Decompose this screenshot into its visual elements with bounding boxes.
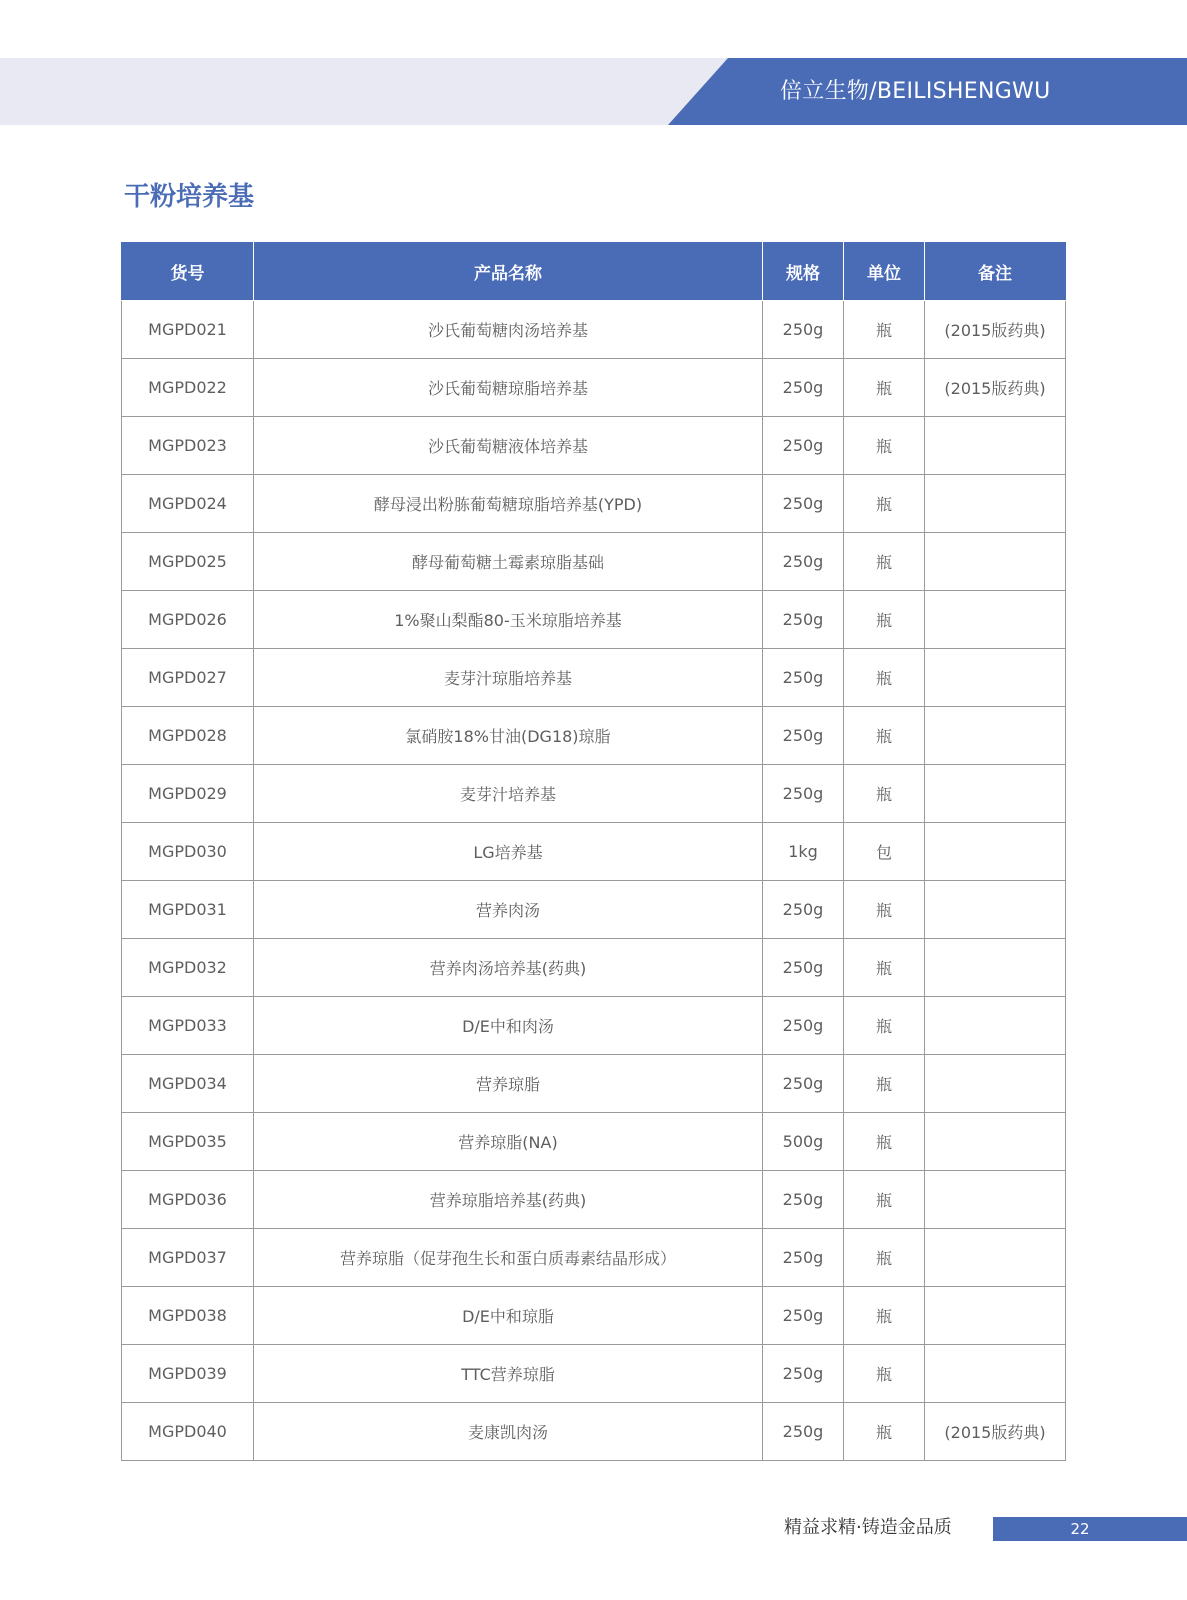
cell-spec: 250g [763, 1345, 844, 1403]
cell-spec: 250g [763, 1055, 844, 1113]
cell-spec: 250g [763, 359, 844, 417]
cell-unit: 瓶 [844, 939, 925, 997]
cell-remark [925, 939, 1066, 997]
cell-unit: 瓶 [844, 1055, 925, 1113]
table-row [122, 939, 1066, 997]
cell-unit: 瓶 [844, 649, 925, 707]
cell-product-name: 沙氏葡萄糖琼脂培养基 [254, 359, 763, 417]
cell-item-no: MGPD028 [122, 707, 254, 765]
cell-remark [925, 1287, 1066, 1345]
table-header-row [122, 243, 1066, 301]
cell-unit: 瓶 [844, 765, 925, 823]
cell-spec: 250g [763, 533, 844, 591]
cell-remark [925, 533, 1066, 591]
table-row [122, 1287, 1066, 1345]
cell-spec: 250g [763, 591, 844, 649]
cell-unit: 瓶 [844, 359, 925, 417]
cell-remark [925, 417, 1066, 475]
cell-product-name: 酵母葡萄糖土霉素琼脂基础 [254, 533, 763, 591]
table-row [122, 1403, 1066, 1461]
cell-remark [925, 1345, 1066, 1403]
cell-unit: 瓶 [844, 1345, 925, 1403]
table-row [122, 301, 1066, 359]
cell-item-no: MGPD034 [122, 1055, 254, 1113]
cell-product-name: 沙氏葡萄糖液体培养基 [254, 417, 763, 475]
cell-spec: 250g [763, 475, 844, 533]
table-row [122, 649, 1066, 707]
brand-name: 倍立生物/BEILISHENGWU [780, 79, 1051, 104]
cell-unit: 瓶 [844, 707, 925, 765]
table-row [122, 533, 1066, 591]
cell-item-no: MGPD036 [122, 1171, 254, 1229]
cell-spec: 250g [763, 939, 844, 997]
cell-spec: 250g [763, 881, 844, 939]
table-row [122, 1055, 1066, 1113]
cell-item-no: MGPD035 [122, 1113, 254, 1171]
column-header-spec: 规格 [763, 243, 844, 301]
cell-item-no: MGPD024 [122, 475, 254, 533]
cell-spec: 1kg [763, 823, 844, 881]
cell-product-name: 营养琼脂培养基(药典) [254, 1171, 763, 1229]
cell-spec: 250g [763, 1403, 844, 1461]
cell-product-name: 氯硝胺18%甘油(DG18)琼脂 [254, 707, 763, 765]
cell-product-name: 营养肉汤 [254, 881, 763, 939]
cell-product-name: 沙氏葡萄糖肉汤培养基 [254, 301, 763, 359]
cell-unit: 瓶 [844, 533, 925, 591]
cell-spec: 250g [763, 649, 844, 707]
cell-spec: 500g [763, 1113, 844, 1171]
cell-item-no: MGPD026 [122, 591, 254, 649]
cell-spec: 250g [763, 765, 844, 823]
cell-remark [925, 881, 1066, 939]
cell-item-no: MGPD022 [122, 359, 254, 417]
cell-unit: 瓶 [844, 881, 925, 939]
cell-spec: 250g [763, 1287, 844, 1345]
cell-product-name: 酵母浸出粉胨葡萄糖琼脂培养基(YPD) [254, 475, 763, 533]
table-row [122, 1229, 1066, 1287]
cell-product-name: D/E中和肉汤 [254, 997, 763, 1055]
cell-item-no: MGPD031 [122, 881, 254, 939]
cell-unit: 瓶 [844, 591, 925, 649]
cell-product-name: 营养琼脂（促芽孢生长和蛋白质毒素结晶形成） [254, 1229, 763, 1287]
cell-unit: 瓶 [844, 1171, 925, 1229]
cell-spec: 250g [763, 997, 844, 1055]
table-row [122, 359, 1066, 417]
cell-item-no: MGPD030 [122, 823, 254, 881]
product-table [121, 242, 1066, 1461]
cell-item-no: MGPD023 [122, 417, 254, 475]
cell-product-name: 1%聚山梨酯80-玉米琼脂培养基 [254, 591, 763, 649]
cell-product-name: 麦芽汁琼脂培养基 [254, 649, 763, 707]
cell-remark [925, 765, 1066, 823]
cell-remark: (2015版药典) [925, 1403, 1066, 1461]
table-body [122, 301, 1066, 1461]
cell-item-no: MGPD032 [122, 939, 254, 997]
cell-item-no: MGPD039 [122, 1345, 254, 1403]
cell-product-name: LG培养基 [254, 823, 763, 881]
cell-item-no: MGPD025 [122, 533, 254, 591]
cell-unit: 瓶 [844, 1403, 925, 1461]
cell-unit: 瓶 [844, 417, 925, 475]
column-header-unit: 单位 [844, 243, 925, 301]
footer-slogan: 精益求精·铸造金品质 [784, 1517, 952, 1538]
cell-spec: 250g [763, 707, 844, 765]
cell-remark [925, 707, 1066, 765]
cell-unit: 瓶 [844, 997, 925, 1055]
cell-item-no: MGPD033 [122, 997, 254, 1055]
cell-remark: (2015版药典) [925, 301, 1066, 359]
table-row [122, 417, 1066, 475]
cell-item-no: MGPD037 [122, 1229, 254, 1287]
cell-remark [925, 591, 1066, 649]
table-row [122, 1171, 1066, 1229]
page-title: 干粉培养基 [124, 182, 255, 212]
cell-item-no: MGPD027 [122, 649, 254, 707]
cell-remark [925, 1055, 1066, 1113]
cell-product-name: 营养肉汤培养基(药典) [254, 939, 763, 997]
table-row [122, 707, 1066, 765]
table-row [122, 591, 1066, 649]
cell-remark [925, 1113, 1066, 1171]
table-row [122, 765, 1066, 823]
cell-item-no: MGPD029 [122, 765, 254, 823]
cell-item-no: MGPD021 [122, 301, 254, 359]
cell-remark [925, 823, 1066, 881]
cell-remark [925, 997, 1066, 1055]
table-row [122, 475, 1066, 533]
column-header-item-no: 货号 [122, 243, 254, 301]
column-header-product-name: 产品名称 [254, 243, 763, 301]
cell-unit: 瓶 [844, 1229, 925, 1287]
table-row [122, 1345, 1066, 1403]
cell-spec: 250g [763, 1229, 844, 1287]
table-row [122, 1113, 1066, 1171]
cell-spec: 250g [763, 301, 844, 359]
cell-remark [925, 649, 1066, 707]
cell-remark [925, 475, 1066, 533]
cell-product-name: D/E中和琼脂 [254, 1287, 763, 1345]
cell-unit: 瓶 [844, 1113, 925, 1171]
cell-unit: 瓶 [844, 1287, 925, 1345]
cell-spec: 250g [763, 1171, 844, 1229]
cell-product-name: 营养琼脂(NA) [254, 1113, 763, 1171]
cell-product-name: 营养琼脂 [254, 1055, 763, 1113]
column-header-remark: 备注 [925, 243, 1066, 301]
cell-remark: (2015版药典) [925, 359, 1066, 417]
cell-unit: 瓶 [844, 301, 925, 359]
table-row [122, 997, 1066, 1055]
cell-product-name: TTC营养琼脂 [254, 1345, 763, 1403]
cell-unit: 瓶 [844, 475, 925, 533]
cell-product-name: 麦康凯肉汤 [254, 1403, 763, 1461]
page-number: 22 [1070, 1520, 1090, 1538]
table-row [122, 823, 1066, 881]
cell-spec: 250g [763, 417, 844, 475]
table-row [122, 881, 1066, 939]
cell-item-no: MGPD038 [122, 1287, 254, 1345]
cell-unit: 包 [844, 823, 925, 881]
cell-remark [925, 1171, 1066, 1229]
cell-product-name: 麦芽汁培养基 [254, 765, 763, 823]
cell-item-no: MGPD040 [122, 1403, 254, 1461]
cell-remark [925, 1229, 1066, 1287]
